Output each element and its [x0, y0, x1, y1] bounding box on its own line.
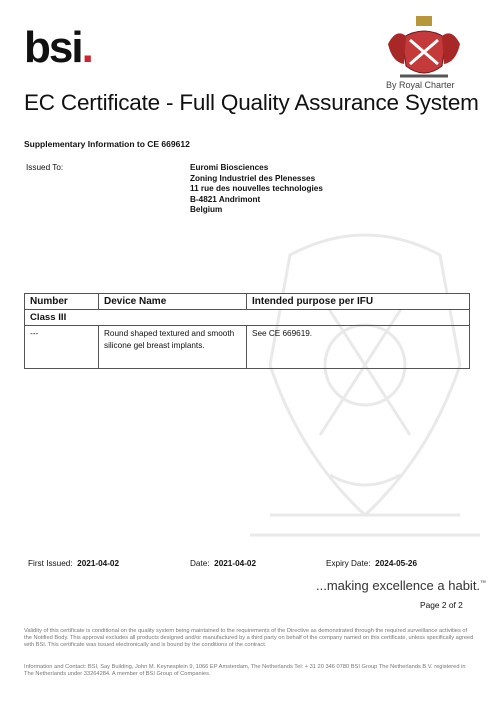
contact-info: Information and Contact: BSI, Say Building, John M. Keynesplein 9, 1066 EP Amsterdam, The Netherlands Tel: + 31 20 346 0780 BSI Group The Netherlands B.V. registered in The Netherlands under 33264284. A member of BSI Group of Companies. [24, 664, 466, 678]
cell-device-name: Round shaped textured and smooth silicone gel breast implants. [99, 326, 247, 369]
crest-watermark [230, 215, 500, 555]
address-line: Euromi Biosciences [190, 163, 269, 172]
class-row [25, 310, 470, 326]
bsi-logo: bsi. [24, 23, 92, 72]
tagline: ...making excellence a habit.™ [316, 578, 487, 593]
header-intended-purpose: Intended purpose per IFU [247, 294, 470, 310]
table-header-row [25, 294, 470, 310]
expiry-date [326, 559, 417, 568]
date-label: Date: [190, 559, 210, 568]
issue-date [190, 559, 256, 568]
date-value: 2021-04-02 [214, 559, 257, 568]
header-device-name: Device Name [99, 294, 247, 310]
expiry-label: Expiry Date: [326, 559, 371, 568]
first-issued [28, 559, 119, 568]
class-label: Class III [25, 310, 470, 326]
royal-crest-icon [382, 14, 466, 86]
address-line: Belgium [190, 205, 223, 215]
issued-to-label: Issued To: [26, 163, 64, 172]
table-row [25, 326, 470, 369]
expiry-value: 2024-05-26 [375, 559, 418, 568]
page-number: Page 2 of 2 [420, 600, 463, 610]
cell-purpose: See CE 669619. [247, 326, 470, 369]
header-number: Number [25, 294, 99, 310]
cell-number: --- [25, 326, 99, 369]
issued-to-address [190, 163, 323, 216]
address-line: B-4821 Andrimont [190, 194, 261, 204]
validity-notice: Validity of this certificate is conditional on the quality system being maintained to the requirements of the Directive as demonstrated through the required surveillance activities of the Notified Body. This approval excludes all products designed and/or manufactured by a third party on behalf of the company named on this certificate, unless specifically agreed with BSI. This certificate was issued electronically and is bound by the conditions of the contract. [24, 628, 474, 649]
first-issued-value: 2021-04-02 [77, 559, 120, 568]
address-line: Zoning Industriel des Plenesses [190, 173, 316, 183]
device-table [24, 293, 470, 369]
first-issued-label: First Issued: [28, 559, 73, 568]
address-line: 11 rue des nouvelles technologies [190, 184, 323, 194]
supplementary-info: Supplementary Information to CE 669612 [24, 139, 190, 149]
certificate-title: EC Certificate - Full Quality Assurance System [24, 90, 479, 115]
royal-charter-text: By Royal Charter [386, 80, 455, 90]
